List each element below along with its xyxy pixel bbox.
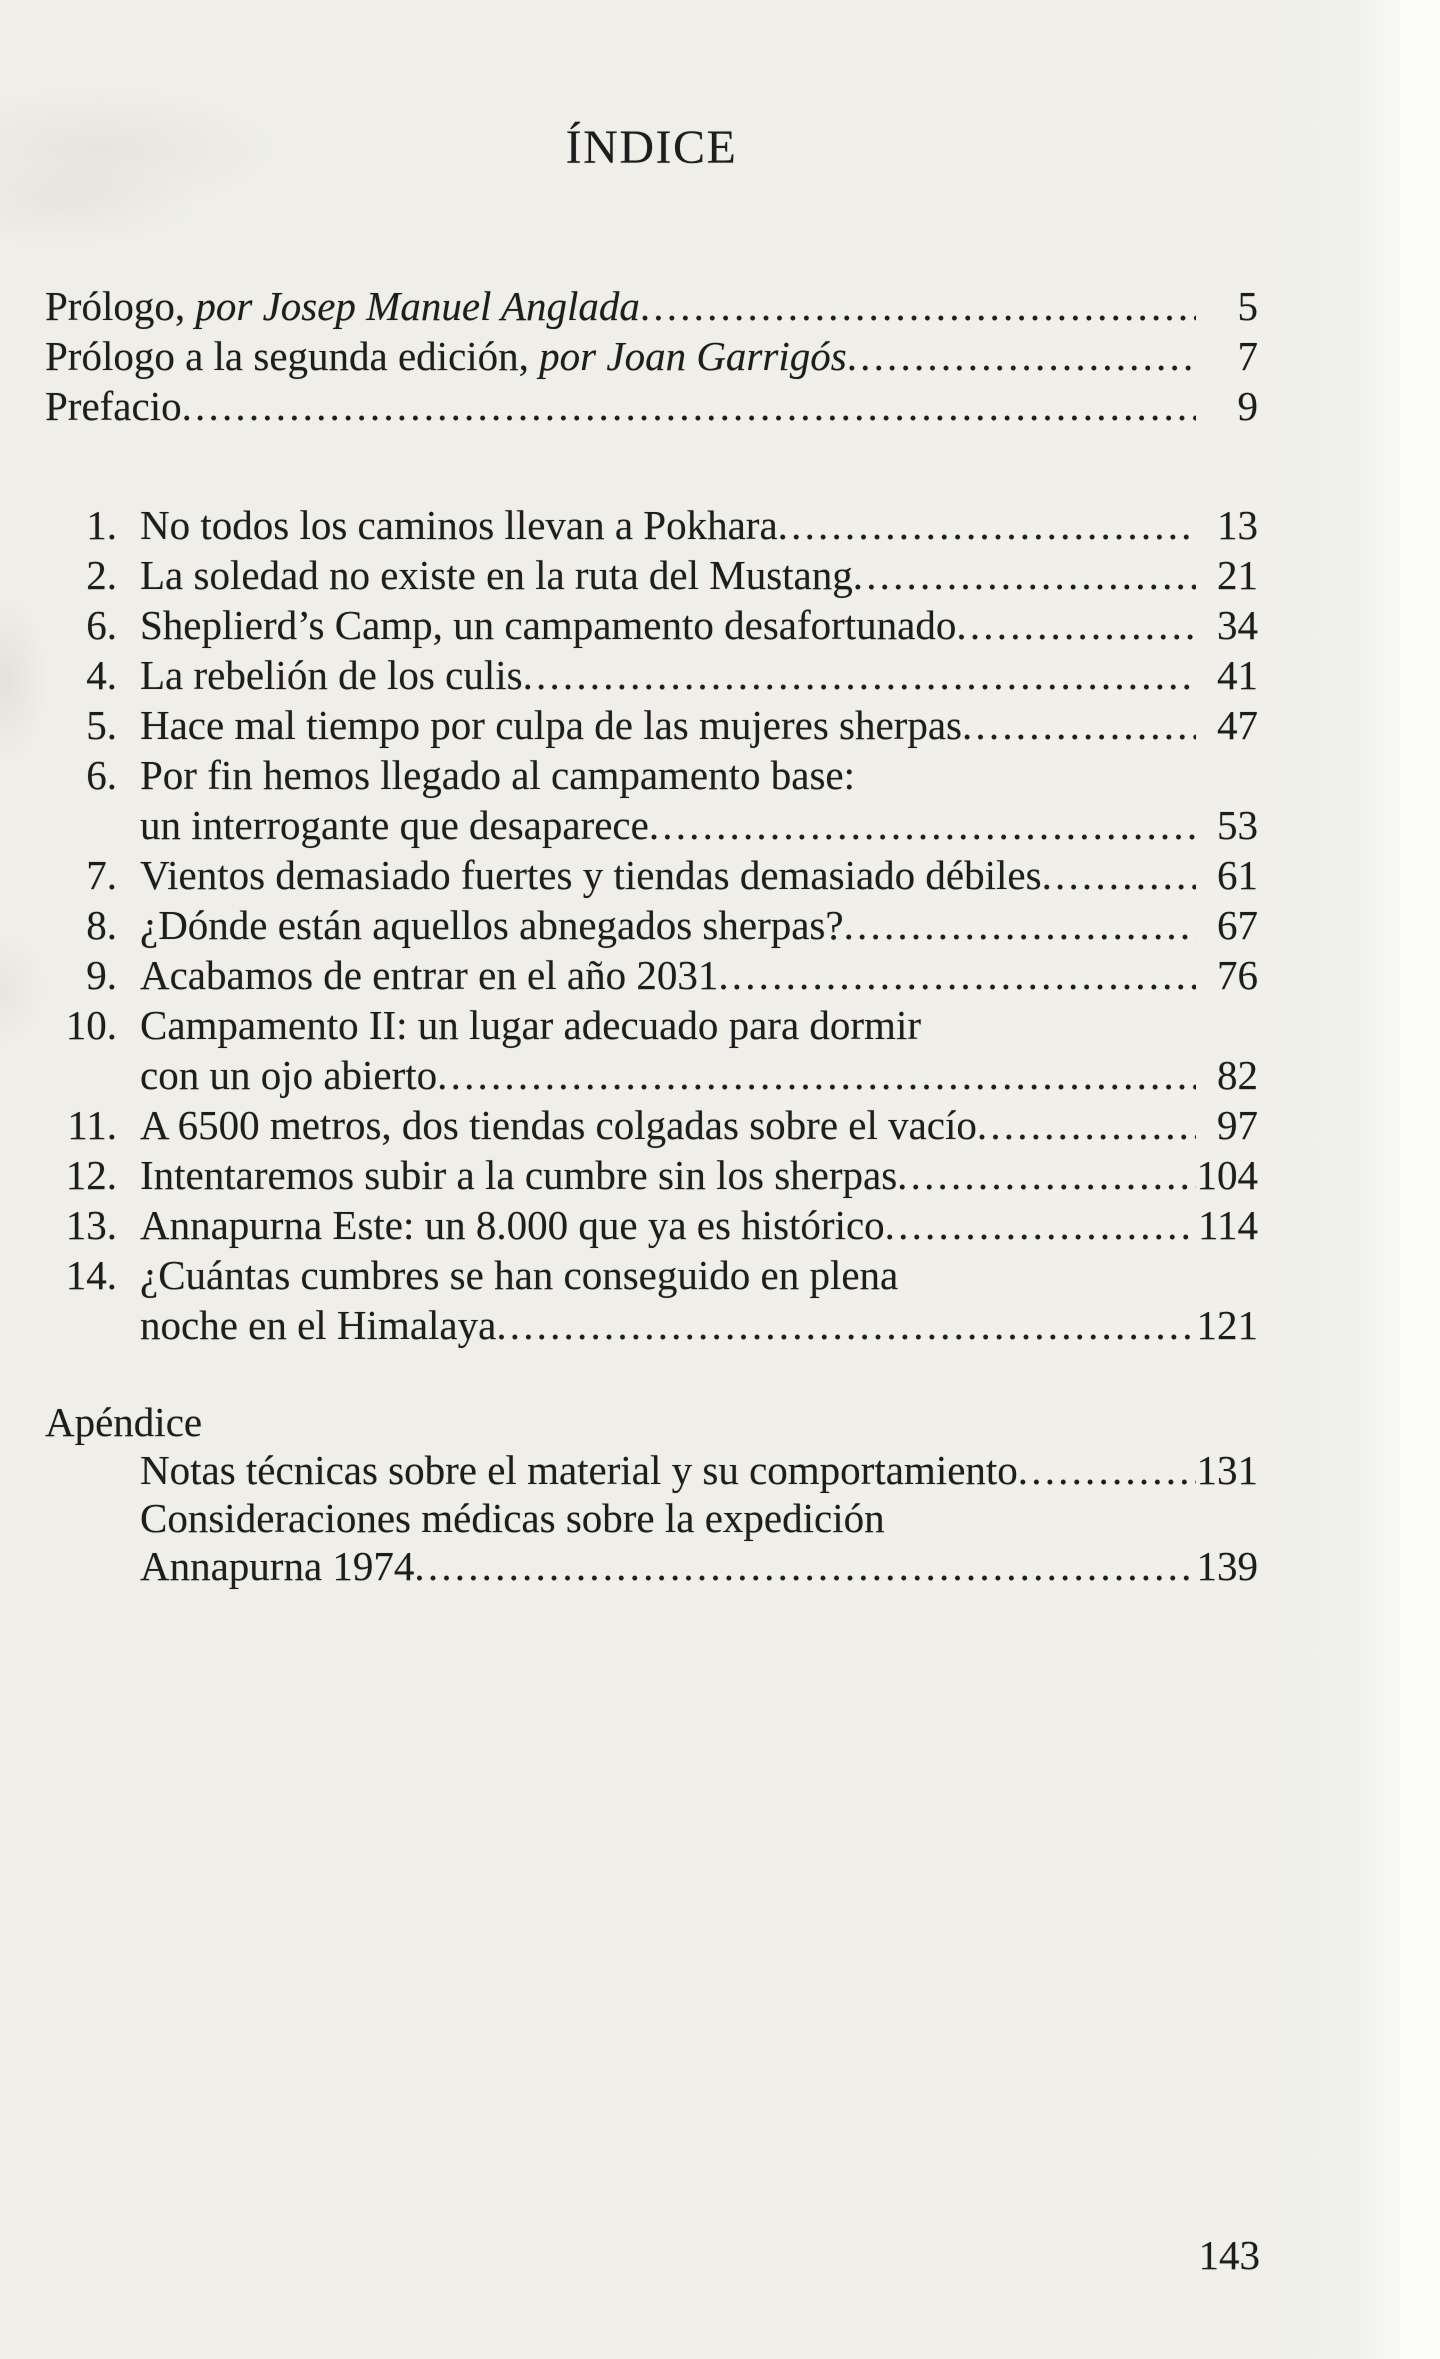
- page-ref: 131: [1196, 1447, 1258, 1493]
- chapter-row: [45, 1100, 1258, 1150]
- page-ref: 41: [1217, 652, 1258, 698]
- chapter-continuation-row: [45, 800, 1258, 850]
- dot-leader: [847, 331, 1196, 381]
- dot-leader: [414, 1542, 1196, 1590]
- dot-leader: [437, 1050, 1196, 1100]
- chapter-row: [45, 750, 1258, 800]
- dot-leader: [897, 1150, 1196, 1200]
- page-ref: 53: [1217, 802, 1258, 848]
- page-ref: 97: [1217, 1102, 1258, 1148]
- chapter-title: Vientos demasiado fuertes y tiendas demasiado débiles: [140, 852, 1042, 898]
- front-matter-text: Prefacio: [45, 383, 182, 429]
- front-matter-row: [45, 381, 1258, 431]
- chapter-row: [45, 700, 1258, 750]
- chapter-number: 5.: [86, 702, 117, 748]
- chapter-number: 8.: [86, 902, 117, 948]
- dot-leader: [778, 500, 1196, 550]
- dot-leader: [182, 381, 1196, 431]
- appendix-section: [45, 1398, 1258, 1590]
- chapter-title: Sheplierd’s Camp, un campamento desafortunado: [140, 602, 957, 648]
- chapter-row: [45, 650, 1258, 700]
- appendix-row: [45, 1494, 1258, 1542]
- page-ref: 121: [1196, 1302, 1258, 1348]
- page-ref: 13: [1217, 502, 1258, 548]
- appendix-heading-row: [45, 1398, 1258, 1446]
- chapter-title: Intentaremos subir a la cumbre sin los sherpas: [140, 1152, 898, 1198]
- dot-leader: [523, 650, 1196, 700]
- scan-edge-artifact: [1400, 0, 1440, 2359]
- page-ref: 139: [1196, 1543, 1258, 1589]
- page-ref: 76: [1217, 952, 1258, 998]
- dot-leader: [649, 800, 1196, 850]
- chapter-number: 6.: [86, 752, 117, 798]
- chapter-row: [45, 550, 1258, 600]
- appendix-title: Notas técnicas sobre el material y su comportamiento: [140, 1447, 1018, 1493]
- front-matter-author: por Joan Garrigós: [539, 333, 847, 379]
- dot-leader: [640, 281, 1196, 331]
- chapter-title: Campamento II: un lugar adecuado para dormir: [140, 1002, 921, 1048]
- chapter-row: [45, 1000, 1258, 1050]
- chapter-number: 1.: [86, 502, 117, 548]
- front-matter-text: Prólogo a la segunda edición,: [45, 333, 540, 379]
- chapter-row: [45, 1250, 1258, 1300]
- chapter-row: [45, 1200, 1258, 1250]
- page-ref: 47: [1217, 702, 1258, 748]
- page-ref: 61: [1217, 852, 1258, 898]
- page-ref: 34: [1217, 602, 1258, 648]
- page-ref: 9: [1237, 383, 1258, 429]
- page-ref: 5: [1237, 283, 1258, 329]
- dot-leader: [962, 700, 1196, 750]
- chapter-title-continuation: noche en el Himalaya: [140, 1302, 497, 1348]
- toc-title: ÍNDICE: [565, 121, 738, 174]
- chapter-number: 11.: [67, 1102, 117, 1148]
- front-matter-author: por Josep Manuel Anglada: [195, 283, 640, 329]
- chapter-row: [45, 950, 1258, 1000]
- chapter-number: 2.: [86, 552, 117, 598]
- appendix-continuation-row: [45, 1542, 1258, 1590]
- dot-leader: [496, 1300, 1196, 1350]
- chapter-title: ¿Dónde están aquellos abnegados sherpas?: [140, 902, 844, 948]
- chapter-title: Por fin hemos llegado al campamento base:: [140, 752, 856, 798]
- appendix-row: [45, 1446, 1258, 1494]
- chapter-title: La soledad no existe en la ruta del Mustang: [140, 552, 853, 598]
- chapter-title: ¿Cuántas cumbres se han conseguido en plena: [140, 1252, 899, 1298]
- chapter-number: 10.: [65, 1002, 117, 1048]
- chapter-number: 13.: [65, 1202, 117, 1248]
- dot-leader: [1018, 1446, 1196, 1494]
- chapter-number: 7.: [86, 852, 117, 898]
- chapter-title: No todos los caminos llevan a Pokhara: [140, 502, 778, 548]
- chapter-title: A 6500 metros, dos tiendas colgadas sobre el vacío: [140, 1102, 977, 1148]
- chapter-number: 6.: [86, 602, 117, 648]
- chapter-row: [45, 500, 1258, 550]
- front-matter-row: [45, 331, 1258, 381]
- chapter-number: 9.: [86, 952, 117, 998]
- chapters-section: [45, 500, 1258, 1350]
- chapter-row: [45, 600, 1258, 650]
- chapter-number: 14.: [65, 1252, 117, 1298]
- front-matter-row: [45, 281, 1258, 331]
- front-matter-section: [45, 281, 1258, 431]
- footer-page-number: 143: [1198, 2232, 1260, 2278]
- chapter-continuation-row: [45, 1050, 1258, 1100]
- page-ref: 7: [1237, 333, 1258, 379]
- dot-leader: [885, 1200, 1196, 1250]
- chapter-row: [45, 850, 1258, 900]
- appendix-heading: Apéndice: [45, 1399, 203, 1445]
- page-ref: 114: [1198, 1202, 1258, 1248]
- dot-leader: [956, 600, 1196, 650]
- front-matter-label: [45, 381, 182, 431]
- dot-leader: [844, 900, 1196, 950]
- page-ref: 82: [1217, 1052, 1258, 1098]
- chapter-title-continuation: un interrogante que desaparece: [140, 802, 649, 848]
- chapter-title: La rebelión de los culis: [140, 652, 523, 698]
- front-matter-label: [45, 331, 847, 381]
- chapter-title: Annapurna Este: un 8.000 que ya es histórico: [140, 1202, 885, 1248]
- dot-leader: [853, 550, 1196, 600]
- page-ref: 21: [1217, 552, 1258, 598]
- page-ref: 67: [1217, 902, 1258, 948]
- chapter-number: 12.: [65, 1152, 117, 1198]
- appendix-title-continuation: Annapurna 1974: [140, 1543, 415, 1589]
- chapter-row: [45, 1150, 1258, 1200]
- chapter-title: Hace mal tiempo por culpa de las mujeres sherpas: [140, 702, 962, 748]
- chapter-title-continuation: con un ojo abierto: [140, 1052, 438, 1098]
- chapter-number: 4.: [86, 652, 117, 698]
- dot-leader: [718, 950, 1196, 1000]
- chapter-continuation-row: [45, 1300, 1258, 1350]
- page-ref: 104: [1196, 1152, 1258, 1198]
- dot-leader: [1042, 850, 1196, 900]
- chapter-title: Acabamos de entrar en el año 2031: [140, 952, 719, 998]
- appendix-title: Consideraciones médicas sobre la expedición: [140, 1495, 885, 1541]
- front-matter-label: [45, 281, 640, 331]
- dot-leader: [977, 1100, 1196, 1150]
- front-matter-text: Prólogo,: [45, 283, 196, 329]
- chapter-row: [45, 900, 1258, 950]
